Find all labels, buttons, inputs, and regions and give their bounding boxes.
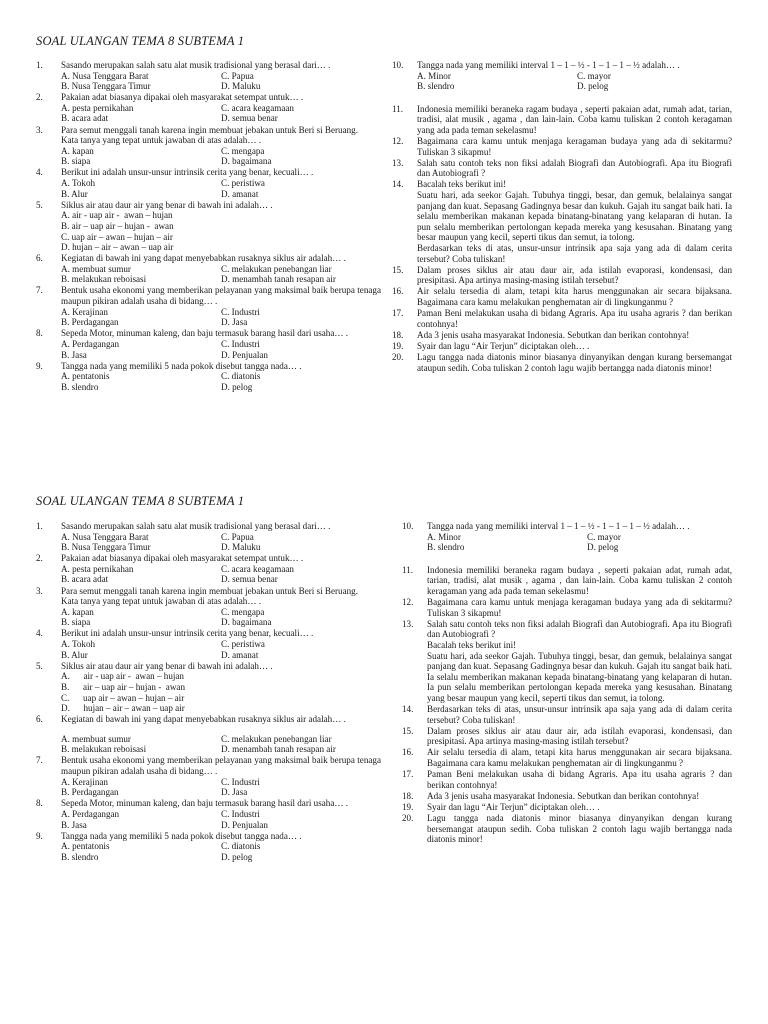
question-text: Sasando merupakan salah satu alat musik tradisional yang berasal dari… . bbox=[61, 60, 331, 70]
question-body bbox=[417, 341, 732, 352]
question-body bbox=[417, 60, 732, 92]
answer-options bbox=[61, 339, 381, 360]
answer-option[interactable]: C. Papua bbox=[221, 531, 254, 542]
answer-option[interactable]: D. Penjualan bbox=[221, 819, 268, 830]
question-number: 4. bbox=[36, 628, 43, 639]
question-body bbox=[61, 628, 381, 660]
question-text: Air selalu tersedia di alam, tetapi kita harus menggunakan air secara bijaksana. Bagaimana cara kamu melakukan penghematan air di lingkunganmu ? bbox=[417, 286, 732, 307]
question-text: Paman Beni melakukan usaha di bidang Agraris. Apa itu usaha agraris ? dan berikan contohnya! bbox=[427, 769, 732, 790]
question-body bbox=[61, 714, 381, 755]
question-body bbox=[61, 661, 381, 714]
question-number: 7. bbox=[36, 285, 43, 296]
answer-option[interactable]: C. mayor bbox=[577, 70, 611, 81]
question-item bbox=[402, 769, 732, 790]
question-item bbox=[36, 200, 381, 253]
question-text: Para semut menggali tanah karena ingin membuat jebakan untuk Beri si Beruang. bbox=[61, 124, 358, 135]
question-text: Berdasarkan teks di atas, unsur-unsur intrinsik apa saja yang ada di dalam cerita tersebut? Coba tuliskan! bbox=[427, 704, 732, 725]
question-body bbox=[61, 253, 381, 285]
question-item bbox=[36, 798, 381, 830]
question-number: 11. bbox=[392, 103, 404, 114]
answer-option[interactable]: D. Maluku bbox=[221, 542, 261, 553]
question-text: Sasando merupakan salah satu alat musik tradisional yang berasal dari… . bbox=[61, 521, 331, 531]
answer-option[interactable]: C. Industri bbox=[221, 306, 260, 317]
question-item bbox=[392, 158, 732, 179]
question-number: 18. bbox=[392, 329, 404, 340]
question-item bbox=[402, 704, 732, 725]
question-item bbox=[402, 813, 732, 845]
question-body bbox=[427, 791, 732, 802]
answer-options bbox=[61, 371, 381, 392]
question-item bbox=[36, 831, 381, 863]
answer-option[interactable]: B. Alur bbox=[61, 188, 88, 199]
answer-option[interactable]: A. membuat sumur bbox=[61, 263, 131, 274]
question-text: Salah satu contoh teks non fiksi adalah Biografi dan Autobiografi. Apa itu Biografi dan Autobiografi ? bbox=[417, 157, 732, 179]
answer-option[interactable]: D. bagaimana bbox=[221, 617, 272, 628]
question-item bbox=[36, 285, 381, 327]
question-item bbox=[36, 755, 381, 797]
question-text: Kegiatan di bawah ini yang dapat menyebabkan rusaknya siklus air adalah… . bbox=[61, 253, 346, 264]
answer-option[interactable]: B. melakukan reboisasi bbox=[61, 274, 147, 285]
answer-option[interactable]: C. melakukan penebangan liar bbox=[221, 263, 332, 274]
answer-options bbox=[61, 639, 381, 660]
question-body bbox=[61, 798, 381, 830]
question-item bbox=[392, 104, 732, 136]
question-item bbox=[36, 125, 381, 167]
answer-option[interactable]: C. peristiwa bbox=[221, 178, 265, 189]
answer-option[interactable]: B. Nusa Tenggara Timur bbox=[61, 81, 151, 92]
question-text: Bentuk usaha ekonomi yang memberikan pelayanan yang maksimal baik berupa tenaga maupun pikiran adalah usaha di bidang… . bbox=[61, 755, 381, 777]
question-item bbox=[36, 553, 381, 585]
answer-option[interactable]: B. Nusa Tenggara Timur bbox=[61, 542, 151, 553]
question-prompt: Kata tanya yang tepat untuk jawaban di atas adalah… . bbox=[61, 596, 261, 607]
question-number: 2. bbox=[36, 553, 43, 564]
question-text: Tangga nada yang memiliki 5 nada pokok disebut tangga nada… . bbox=[61, 360, 302, 371]
question-text: Lagu tangga nada diatonis minor biasanya dinyanyikan dengan kurang bersemangat ataupun sedih. Coba tuliskan 2 contoh lagu wajib bertangga nada diatonis minor! bbox=[417, 351, 732, 373]
question-number: 1. bbox=[36, 521, 43, 531]
question-body bbox=[427, 565, 732, 597]
question-item bbox=[36, 92, 381, 124]
question-text: Tangga nada yang memiliki interval 1 – 1 – ½ - 1 – 1 – 1 – ½ adalah… . bbox=[427, 521, 690, 531]
question-item bbox=[402, 791, 732, 802]
question-body bbox=[61, 125, 381, 167]
question-number: 18. bbox=[402, 790, 414, 801]
question-text: Paman Beni melakukan usaha di bidang Agraris. Apa itu usaha agraris ? dan berikan contohnya! bbox=[417, 308, 732, 329]
question-text: Sepeda Motor, minuman kaleng, dan baju termasuk barang hasil dari usaha… . bbox=[61, 798, 349, 809]
question-item bbox=[36, 521, 381, 553]
answer-option[interactable]: C. Industri bbox=[221, 338, 260, 349]
question-text: Indonesia memiliki beraneka ragam budaya , seperti pakaian adat, rumah adat, tarian, tradisi, alat musik , agama , dan lain-lain. Coba kamu tuliskan 2 contoh keragaman yang ada pada teman sekelasmu! bbox=[427, 564, 732, 596]
question-column-right bbox=[402, 521, 732, 845]
question-body bbox=[61, 60, 381, 92]
answer-options bbox=[61, 210, 381, 252]
question-body bbox=[427, 597, 732, 618]
answer-options bbox=[417, 71, 732, 92]
answer-option[interactable]: D. amanat bbox=[221, 649, 259, 660]
answer-option[interactable]: B. siapa bbox=[61, 156, 91, 167]
answer-option[interactable]: A. kapan bbox=[61, 606, 94, 617]
answer-option[interactable]: B. Perdagangan bbox=[61, 787, 119, 798]
question-body bbox=[61, 755, 381, 797]
answer-option[interactable]: A. Kerajinan bbox=[61, 776, 108, 787]
question-text: Kegiatan di bawah ini yang dapat menyebabkan rusaknya siklus air adalah… . bbox=[61, 714, 346, 725]
answer-options bbox=[61, 264, 381, 285]
answer-option[interactable]: B. Alur bbox=[61, 649, 88, 660]
question-text: Indonesia memiliki beraneka ragam budaya , seperti pakaian adat, rumah adat, tarian, tradisi, alat musik , agama , dan lain-lain. Coba kamu tuliskan 2 contoh keragaman yang ada pada teman sekelasmu! bbox=[417, 103, 732, 135]
answer-options bbox=[61, 564, 381, 585]
question-body bbox=[427, 521, 732, 553]
question-column-left bbox=[36, 60, 381, 393]
answer-option[interactable]: C. melakukan penebangan liar bbox=[221, 733, 332, 744]
question-number: 2. bbox=[36, 92, 43, 103]
answer-option[interactable]: D. semua benar bbox=[221, 113, 278, 124]
answer-option[interactable]: D. Jasa bbox=[221, 317, 248, 328]
answer-option[interactable]: C. acara keagamaan bbox=[221, 563, 294, 574]
question-body bbox=[417, 136, 732, 157]
question-item bbox=[36, 60, 381, 92]
question-followup: Berdasarkan teks di atas, unsur-unsur intrinsik apa saja yang ada di dalam cerita tersebut? Coba tuliskan! bbox=[417, 243, 732, 264]
question-text: Dalam proses siklus air atau daur air, ada istilah evaporasi, kondensasi, dan presipitasi. Apa artinya masing-masing istilah tersebut? bbox=[427, 725, 732, 747]
answer-option[interactable]: B. melakukan reboisasi bbox=[61, 744, 147, 755]
question-body bbox=[417, 330, 732, 341]
question-body bbox=[61, 521, 381, 553]
reading-passage: Suatu hari, ada seekor Gajah. Tubuhya tinggi, besar, dan gemuk, belalainya sangat panjang dan kuat. Sepasang Gadingnya besar dan kukuh. Gajah itu sangat baik hati. Ia selalu memberikan makanan kepada binatang-binatang yang kelaparan di hutan. Ia pun selalu memberikan pertolongan kepada mereka yang kesusahan. Binatang yang besar maupun yang kecil, seperti tikus dan semut, ia tolong. bbox=[427, 650, 732, 703]
question-number: 17. bbox=[392, 308, 404, 319]
answer-option[interactable]: C. mayor bbox=[587, 531, 621, 542]
question-item bbox=[36, 328, 381, 360]
question-number: 12. bbox=[392, 136, 404, 147]
answer-option[interactable]: B. air – uap air – hujan - awan bbox=[61, 220, 174, 231]
question-item bbox=[402, 802, 732, 813]
question-number: 15. bbox=[402, 725, 414, 736]
question-item bbox=[36, 628, 381, 660]
answer-option[interactable]: A. Tokoh bbox=[61, 639, 96, 650]
question-item bbox=[402, 565, 732, 597]
answer-option[interactable]: A. Minor bbox=[417, 70, 451, 81]
question-text: Pakaian adat biasanya dipakai oleh masyarakat setempat untuk… . bbox=[61, 92, 304, 103]
question-text: Para semut menggali tanah karena ingin membuat jebakan untuk Beri si Beruang. bbox=[61, 585, 358, 596]
answer-option[interactable]: A. air - uap air - awan – hujan bbox=[61, 210, 173, 221]
question-item bbox=[36, 661, 381, 714]
question-number: 19. bbox=[392, 340, 404, 351]
question-item bbox=[392, 60, 732, 92]
question-body bbox=[61, 831, 381, 863]
answer-option[interactable]: D. pelog bbox=[577, 81, 609, 92]
answer-option[interactable]: B. Jasa bbox=[61, 349, 87, 360]
question-prompt: Bacalah teks berikut ini! bbox=[427, 639, 517, 650]
question-item bbox=[36, 714, 381, 755]
answer-option[interactable]: A. Nusa Tenggara Barat bbox=[61, 70, 149, 81]
answer-option[interactable]: C. diatonis bbox=[221, 371, 261, 382]
answer-option[interactable]: C. mengapa bbox=[221, 145, 265, 156]
answer-option[interactable]: C. mengapa bbox=[221, 606, 265, 617]
question-body bbox=[417, 352, 732, 373]
question-body bbox=[417, 179, 732, 264]
question-item bbox=[392, 330, 732, 341]
question-text: Siklus air atau daur air yang benar di bawah ini adalah… . bbox=[61, 660, 273, 671]
answer-option[interactable]: C. uap air – awan – hujan – air bbox=[61, 692, 185, 703]
question-item bbox=[402, 726, 732, 747]
answer-option[interactable]: A. membuat sumur bbox=[61, 733, 131, 744]
answer-option[interactable]: D. hujan – air – awan – uap air bbox=[61, 242, 174, 253]
question-number: 13. bbox=[402, 618, 414, 629]
question-text: Ada 3 jenis usaha masyarakat Indonesia. Sebutkan dan berikan contohnya! bbox=[417, 329, 690, 340]
answer-option[interactable]: D. menambah tanah resapan air bbox=[221, 744, 336, 755]
question-item bbox=[402, 619, 732, 704]
question-text: Siklus air atau daur air yang benar di bawah ini adalah… . bbox=[61, 199, 273, 210]
answer-options bbox=[61, 146, 381, 167]
answer-option[interactable]: B. slendro bbox=[417, 81, 455, 92]
question-text: Tangga nada yang memiliki interval 1 – 1 – ½ - 1 – 1 – 1 – ½ adalah… . bbox=[417, 60, 680, 70]
question-text: Ada 3 jenis usaha masyarakat Indonesia. Sebutkan dan berikan contohnya! bbox=[427, 790, 700, 801]
answer-option[interactable]: B. slendro bbox=[427, 542, 465, 553]
question-number: 8. bbox=[36, 328, 43, 339]
answer-options bbox=[61, 103, 381, 124]
question-text: Syair dan lagu “Air Terjun” diciptakan oleh… . bbox=[417, 340, 590, 351]
question-text: Bagaimana cara kamu untuk menjaga keragaman budaya yang ada di sekitarmu? Tuliskan 3 sikapmu! bbox=[427, 597, 732, 618]
question-text: Berikut ini adalah unsur-unsur intrinsik cerita yang benar, kecuali… . bbox=[61, 628, 314, 639]
question-item bbox=[392, 286, 732, 307]
question-item bbox=[392, 136, 732, 157]
question-number: 17. bbox=[402, 769, 414, 780]
answer-option[interactable]: C. acara keagamaan bbox=[221, 102, 294, 113]
question-body bbox=[417, 104, 732, 136]
answer-option[interactable]: D. Maluku bbox=[221, 81, 261, 92]
answer-options bbox=[427, 532, 732, 553]
question-body bbox=[427, 813, 732, 845]
answer-option[interactable]: D. pelog bbox=[221, 381, 253, 392]
answer-option[interactable]: A. Tokoh bbox=[61, 178, 96, 189]
answer-options bbox=[61, 671, 381, 713]
question-number: 20. bbox=[392, 351, 404, 362]
question-number: 9. bbox=[36, 830, 43, 841]
question-item bbox=[36, 586, 381, 628]
answer-option[interactable]: A. Minor bbox=[427, 531, 461, 542]
answer-options bbox=[61, 71, 381, 92]
question-text: Lagu tangga nada diatonis minor biasanya dinyanyikan dengan kurang bersemangat ataupun sedih. Coba tuliskan 2 contoh lagu wajib bertangga nada diatonis minor! bbox=[427, 812, 732, 845]
question-item bbox=[36, 167, 381, 199]
question-text: Bacalah teks berikut ini! bbox=[417, 179, 507, 190]
answer-options bbox=[61, 607, 381, 628]
question-text: Salah satu contoh teks non fiksi adalah Biografi dan Autobiografi. Apa itu Biografi dan Autobiografi ? bbox=[427, 618, 732, 640]
question-number: 16. bbox=[392, 286, 404, 297]
question-item bbox=[392, 179, 732, 264]
question-item bbox=[402, 521, 732, 553]
answer-option[interactable]: C. Industri bbox=[221, 808, 260, 819]
question-text: Bagaimana cara kamu untuk menjaga keragaman budaya yang ada di sekitarmu? Tuliskan 3 sikapmu! bbox=[417, 136, 732, 157]
question-body bbox=[61, 361, 381, 393]
question-number: 19. bbox=[402, 801, 414, 812]
answer-option[interactable]: C. uap air – awan – hujan – air bbox=[61, 231, 173, 242]
answer-options bbox=[61, 178, 381, 199]
question-text: Air selalu tersedia di alam, tetapi kita harus menggunakan air secara bijaksana. Bagaimana cara kamu melakukan penghematan air di lingkunganmu ? bbox=[427, 747, 732, 768]
answer-option[interactable]: D. semua benar bbox=[221, 574, 278, 585]
question-item bbox=[36, 361, 381, 393]
question-number: 5. bbox=[36, 660, 43, 671]
question-number: 14. bbox=[402, 704, 414, 714]
answer-option[interactable]: A. Perdagangan bbox=[61, 808, 120, 819]
question-item bbox=[392, 352, 732, 373]
question-item bbox=[392, 265, 732, 286]
answer-option[interactable]: B. Perdagangan bbox=[61, 317, 119, 328]
answer-option[interactable]: B. air – uap air – hujan - awan bbox=[61, 681, 185, 692]
question-number: 6. bbox=[36, 714, 43, 725]
answer-option[interactable]: B. Jasa bbox=[61, 819, 87, 830]
answer-option[interactable]: A. pentatonis bbox=[61, 371, 110, 382]
question-column-right bbox=[392, 60, 732, 374]
question-number: 10. bbox=[402, 521, 414, 531]
answer-option[interactable]: A. air - uap air - awan – hujan bbox=[61, 671, 184, 682]
answer-option[interactable]: D. hujan – air – awan – uap air bbox=[61, 703, 185, 714]
question-text: Dalam proses siklus air atau daur air, ada istilah evaporasi, kondensasi, dan presipitasi. Apa artinya masing-masing istilah tersebut? bbox=[417, 264, 732, 286]
question-body bbox=[427, 802, 732, 813]
answer-option[interactable]: C. Papua bbox=[221, 70, 254, 81]
answer-option[interactable]: B. slendro bbox=[61, 381, 99, 392]
question-body bbox=[417, 158, 732, 179]
worksheet-top bbox=[0, 0, 768, 470]
answer-options bbox=[61, 809, 381, 830]
question-body bbox=[61, 328, 381, 360]
question-body bbox=[427, 704, 732, 725]
answer-option[interactable]: D. pelog bbox=[221, 851, 253, 862]
answer-option[interactable]: A. Kerajinan bbox=[61, 306, 108, 317]
question-text: Tangga nada yang memiliki 5 nada pokok disebut tangga nada… . bbox=[61, 830, 302, 841]
question-text: Pakaian adat biasanya dipakai oleh masyarakat setempat untuk… . bbox=[61, 553, 304, 564]
answer-option[interactable]: D. Penjualan bbox=[221, 349, 268, 360]
answer-options bbox=[61, 841, 381, 862]
question-number: 9. bbox=[36, 360, 43, 371]
answer-options bbox=[61, 734, 381, 755]
answer-option[interactable]: A. Perdagangan bbox=[61, 338, 120, 349]
question-number: 1. bbox=[36, 60, 43, 70]
answer-option[interactable]: D. bagaimana bbox=[221, 156, 272, 167]
answer-options bbox=[61, 307, 381, 328]
answer-option[interactable]: D. Jasa bbox=[221, 787, 248, 798]
question-body bbox=[417, 286, 732, 307]
answer-option[interactable]: A. pesta pernikahan bbox=[61, 563, 134, 574]
answer-option[interactable]: B. siapa bbox=[61, 617, 91, 628]
question-body bbox=[61, 167, 381, 199]
question-number: 5. bbox=[36, 199, 43, 210]
question-body bbox=[427, 619, 732, 704]
question-number: 3. bbox=[36, 124, 43, 135]
page-title: SOAL ULANGAN TEMA 8 SUBTEMA 1 bbox=[36, 34, 245, 48]
reading-passage: Suatu hari, ada seekor Gajah. Tubuhya tinggi, besar, dan gemuk, belalainya sangat panjang dan kuat. Sepasang Gadingnya besar dan kukuh. Gajah itu sangat baik hati. Ia selalu memberikan makanan kepada binatang-binatang yang kelaparan di hutan. Ia pun selalu memberikan pertolongan kepada mereka yang kesusahan. Binatang yang besar maupun yang kecil, seperti tikus dan semut, ia tolong. bbox=[417, 190, 732, 243]
answer-option[interactable]: B. acara adat bbox=[61, 574, 109, 585]
answer-option[interactable]: A. Nusa Tenggara Barat bbox=[61, 531, 149, 542]
question-body bbox=[61, 200, 381, 253]
answer-option[interactable]: C. peristiwa bbox=[221, 639, 265, 650]
question-body bbox=[61, 285, 381, 327]
question-body bbox=[417, 265, 732, 286]
question-number: 3. bbox=[36, 585, 43, 596]
question-number: 4. bbox=[36, 167, 43, 178]
question-number: 14. bbox=[392, 179, 404, 190]
page-title: SOAL ULANGAN TEMA 8 SUBTEMA 1 bbox=[36, 494, 245, 508]
question-column-left bbox=[36, 521, 381, 863]
question-body bbox=[61, 553, 381, 585]
answer-option[interactable]: D. pelog bbox=[587, 542, 619, 553]
answer-option[interactable]: C. diatonis bbox=[221, 841, 261, 852]
answer-option[interactable]: D. amanat bbox=[221, 188, 259, 199]
question-number: 11. bbox=[402, 564, 414, 575]
answer-option[interactable]: A. pentatonis bbox=[61, 841, 110, 852]
answer-option[interactable]: A. kapan bbox=[61, 145, 94, 156]
question-item bbox=[36, 253, 381, 285]
question-body bbox=[61, 92, 381, 124]
question-text: Berikut ini adalah unsur-unsur intrinsik cerita yang benar, kecuali… . bbox=[61, 167, 314, 178]
question-number: 8. bbox=[36, 798, 43, 809]
answer-options bbox=[61, 532, 381, 553]
question-number: 16. bbox=[402, 747, 414, 758]
question-number: 7. bbox=[36, 755, 43, 766]
question-body bbox=[417, 308, 732, 329]
answer-option[interactable]: D. menambah tanah resapan air bbox=[221, 274, 336, 285]
question-number: 13. bbox=[392, 157, 404, 168]
question-number: 10. bbox=[392, 60, 404, 70]
question-number: 12. bbox=[402, 597, 414, 608]
answer-options bbox=[61, 777, 381, 798]
answer-option[interactable]: A. pesta pernikahan bbox=[61, 102, 134, 113]
answer-option[interactable]: C. Industri bbox=[221, 776, 260, 787]
answer-option[interactable]: B. slendro bbox=[61, 851, 99, 862]
question-text: Syair dan lagu “Air Terjun” diciptakan oleh… . bbox=[427, 801, 600, 812]
question-item bbox=[402, 747, 732, 768]
question-number: 6. bbox=[36, 253, 43, 264]
question-item bbox=[402, 597, 732, 618]
question-item bbox=[392, 341, 732, 352]
question-body bbox=[61, 586, 381, 628]
answer-option[interactable]: B. acara adat bbox=[61, 113, 109, 124]
question-text: Bentuk usaha ekonomi yang memberikan pelayanan yang maksimal baik berupa tenaga maupun pikiran adalah usaha di bidang… . bbox=[61, 285, 381, 307]
question-body bbox=[427, 726, 732, 747]
question-body bbox=[427, 747, 732, 768]
question-item bbox=[392, 308, 732, 329]
question-prompt: Kata tanya yang tepat untuk jawaban di atas adalah… . bbox=[61, 135, 261, 146]
question-body bbox=[427, 769, 732, 790]
worksheet-bottom bbox=[0, 490, 768, 1024]
question-number: 20. bbox=[402, 812, 414, 823]
question-number: 15. bbox=[392, 264, 404, 275]
question-text: Sepeda Motor, minuman kaleng, dan baju termasuk barang hasil dari usaha… . bbox=[61, 328, 349, 339]
